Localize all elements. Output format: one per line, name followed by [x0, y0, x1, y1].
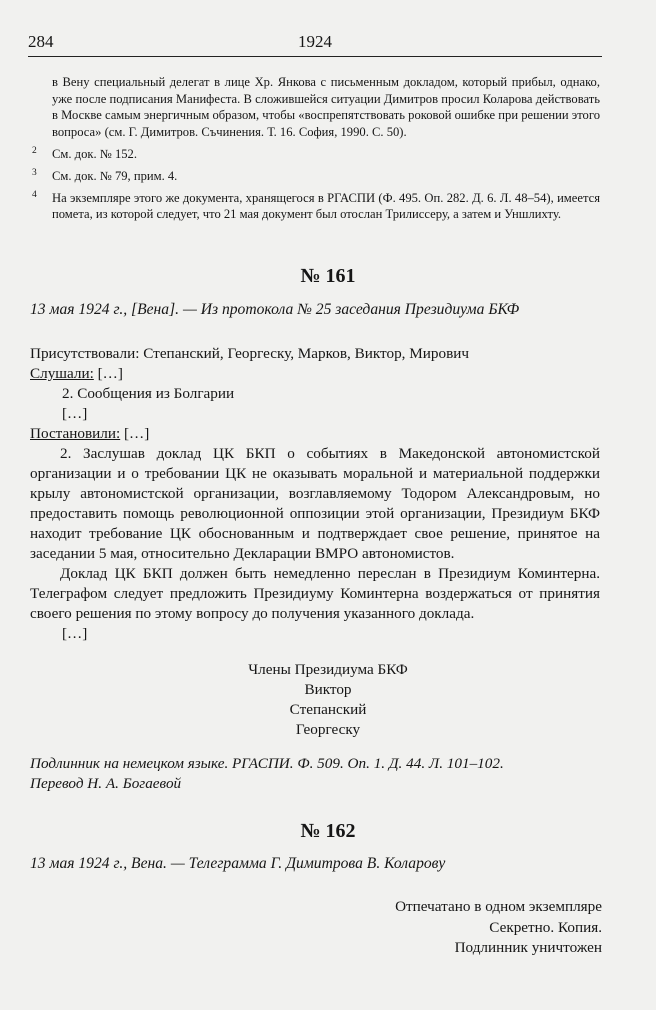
footnote-number: 4: [32, 189, 37, 200]
page-header: [28, 28, 602, 58]
heard-rest: […]: [93, 365, 123, 382]
signatory: Георгеску: [295, 721, 361, 738]
running-head-year: 1924: [298, 32, 332, 51]
document-number-162: № 162: [300, 820, 356, 842]
decided-label: Постановили:: [30, 425, 121, 442]
footnote-number: 3: [32, 167, 37, 178]
notation-line: Подлинник уничтожен: [454, 939, 602, 956]
document-heading-161: 13 мая 1924 г., [Вена]. — Из протокола № 25 заседания Президиума БКФ: [30, 301, 520, 318]
footnote-continuation: [52, 74, 600, 140]
signatory: Степанский: [289, 701, 367, 718]
omission-mark: […]: [62, 625, 88, 642]
report-paragraph: Доклад ЦК БКП должен быть немедленно переслан в Президиум Коминтерна. Телеграфом следует предложить Президиуму Коминтерна воздержаться от принятия своего решения по этому вопросу до получения указанного доклада.: [30, 565, 600, 622]
document-number-161: № 161: [300, 265, 356, 287]
translator-line: Перевод Н. А. Богаевой: [30, 775, 182, 792]
footnote-text: На экземпляре этого же документа, хранящегося в РГАСПИ (Ф. 495. Оп. 282. Д. 6. Л. 48–54), имеется помета, из которой следует, что 21 мая документ был отослан Трилиссеру, а затем и Уншлихту.: [52, 190, 600, 222]
signatory: Виктор: [304, 681, 352, 698]
footnote-3: [32, 167, 600, 185]
footnote-text: См. док. № 79, прим. 4.: [52, 168, 178, 183]
header-rule: [28, 56, 602, 57]
footnote-2: [32, 146, 600, 163]
heard-label: Слушали:: [30, 365, 94, 382]
signatures-block: [0, 660, 656, 740]
heard-line: [30, 364, 600, 384]
source-line: Подлинник на немецком языке. РГАСПИ. Ф. 509. Оп. 1. Д. 44. Л. 101–102.: [30, 755, 504, 772]
document-body-161: [30, 344, 600, 644]
footnote-text: в Вену специальный делегат в лице Хр. Янкова с письменным докладом, который прибыл, однако, уже после подписания Манифеста. В сложившейся ситуации Димитров просил Коларова действовать в Москве самым энергичным образом, чтобы «воспрепятствовать роковой ошибке при решении этого вопроса» (см. Г. Димитров. Съчинения. Т. 16. София, 1990. С. 50).: [52, 75, 600, 139]
signatures-title: Члены Президиума БКФ: [248, 661, 408, 678]
resolution-paragraph: 2. Заслушав доклад ЦК БКП о событиях в Македонской автономистской организации и о требовании ЦК не оказывать моральной и материальной поддержки крылу автономистской организации, возглавляемому Тодором Александровым, но предоставить помощь революционной оппозиции этой организации, Президиум БКФ находит требование ЦК обоснованным и подтверждает свое решение, принятое на заседании 5 мая, относительно Декларации ВМРО автономистов.: [30, 445, 600, 562]
archival-source: [30, 754, 602, 794]
footnote-number: 2: [32, 146, 37, 157]
footnote-4: [32, 189, 600, 223]
decided-line: [30, 424, 600, 444]
notation-line: Отпечатано в одном экземпляре: [395, 898, 602, 915]
page-number: 284: [28, 32, 54, 51]
notation-line: Секретно. Копия.: [489, 918, 602, 936]
omission-mark: […]: [62, 405, 88, 422]
copy-notation: [395, 897, 602, 959]
footnotes: [32, 74, 600, 228]
footnote-text: См. док. № 152.: [52, 147, 137, 162]
document-heading-162: 13 мая 1924 г., Вена. — Телеграмма Г. Димитрова В. Коларову: [30, 855, 446, 872]
agenda-item: 2. Сообщения из Болгарии: [62, 385, 235, 402]
attendees-line: Присутствовали: Степанский, Георгеску, Марков, Виктор, Мирович: [30, 345, 470, 362]
decided-rest: […]: [120, 425, 150, 442]
